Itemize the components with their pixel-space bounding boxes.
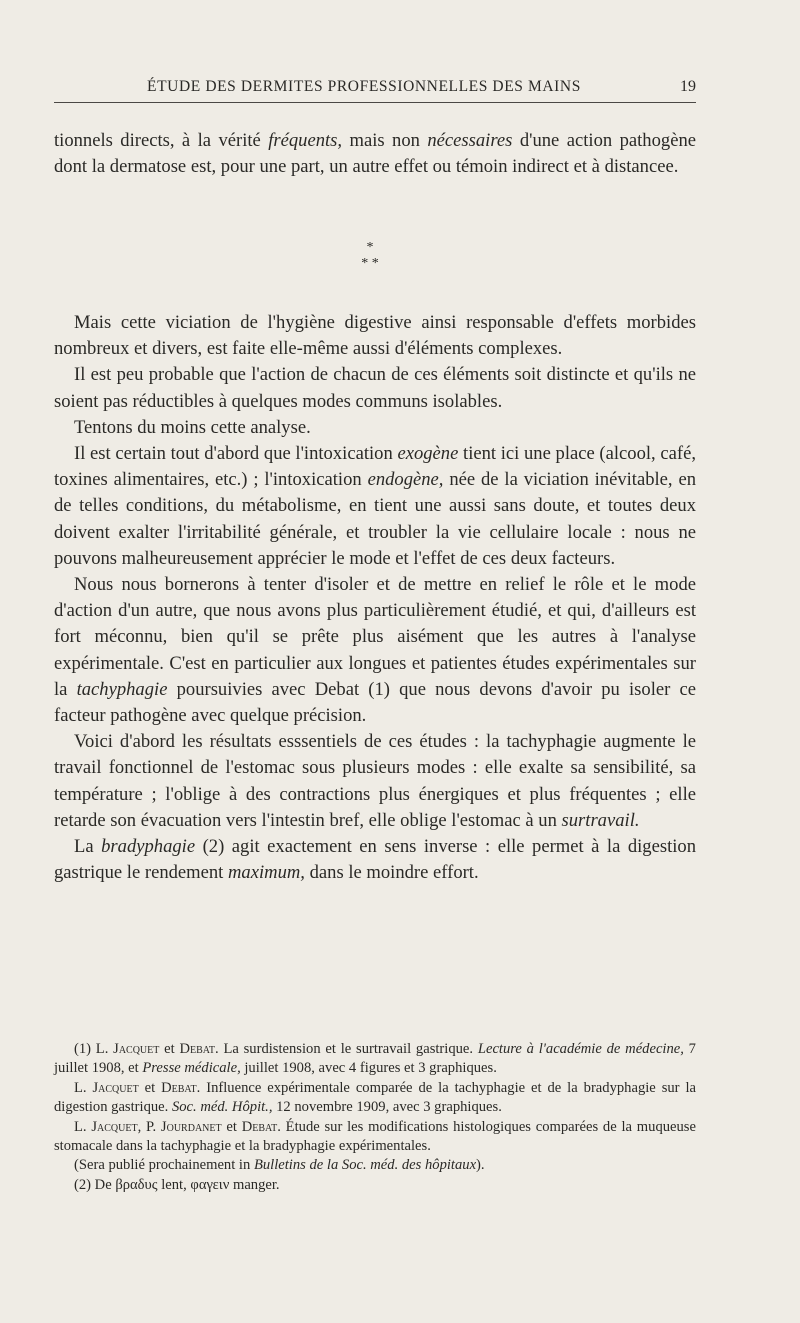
page-number: 19 bbox=[680, 78, 696, 95]
footnote-1c: L. Jacquet, P. Jourdanet et Debat. Étude sur les modifications histologiques comparées de la muqueuse stomacale dans la tachyphagie et la bradyphagie expérimentales. bbox=[54, 1118, 696, 1155]
paragraph-2: Il est peu probable que l'action de chacun de ces éléments soit distincte et qu'ils ne soient pas réductibles à quelques modes communs isolables. bbox=[54, 364, 696, 412]
asterisk-top: * bbox=[366, 240, 374, 255]
footnote-1d: (Sera publié prochainement in Bulletins de la Soc. méd. des hôpitaux). bbox=[74, 1157, 485, 1174]
footnote-1: (1) L. Jacquet et Debat. La surdistension et le surtravail gastrique. Lecture à l'académie de médecine, 7 juillet 1908, et Presse médicale, juillet 1908, avec 4 figures et 3 graphiques. bbox=[54, 1041, 696, 1077]
paragraph-7: La bradyphagie (2) agit exactement en sens inverse : elle permet à la digestion gastrique le rendement maximum, dans le moindre effort. bbox=[54, 836, 696, 884]
intro-paragraph: tionnels directs, à la vérité fréquents, mais non nécessaires d'une action pathogène dont la dermatose est, pour une part, un autre effet ou témoin indirect et à distancee. bbox=[54, 130, 696, 178]
main-text bbox=[54, 310, 696, 886]
running-title: ÉTUDE DES DERMITES PROFESSIONNELLES DES MAINS bbox=[147, 78, 581, 95]
section-separator bbox=[330, 240, 410, 272]
asterisks-bottom: * * bbox=[361, 256, 379, 271]
paragraph-1: Mais cette viciation de l'hygiène digestive ainsi responsable d'effets morbides nombreux et divers, est faite elle-même aussi d'éléments complexes. bbox=[54, 312, 696, 360]
footnote-2: (2) De βραδυς lent, φαγειν manger. bbox=[74, 1176, 280, 1193]
footnotes bbox=[54, 1040, 696, 1195]
paragraph-3: Tentons du moins cette analyse. bbox=[74, 416, 311, 438]
paragraph-6: Voici d'abord les résultats esssentiels de ces études : la tachyphagie augmente le travail fonctionnel de l'estomac sous plusieurs modes : elle exalte sa sensibilité, sa température ; l'oblige à des contractions plus énergiques et plus fréquentes ; elle retarde son évacuation vers l'intestin bref, elle oblige l'estomac à un surtravail. bbox=[54, 731, 696, 831]
paragraph-5: Nous nous bornerons à tenter d'isoler et de mettre en relief le rôle et le mode d'action d'un autre, que nous avons plus particulièrement étudié, et qui, d'ailleurs est fort méconnu, bien qu'il se prête plus aisément que les autres à l'analyse expérimentale. C'est en particulier aux longues et patientes études expérimentales sur la tachyphagie poursuivies avec Debat (1) que nous devons d'avoir pu isoler ce facteur pathogène avec quelque précision. bbox=[54, 574, 696, 727]
page-header bbox=[54, 78, 696, 103]
footnote-1b: L. Jacquet et Debat. Influence expérimentale comparée de la tachyphagie et de la bradyphagie sur la digestion gastrique. Soc. méd. Hôpit., 12 novembre 1909, avec 3 graphiques. bbox=[54, 1079, 696, 1116]
paragraph-4: Il est certain tout d'abord que l'intoxication exogène tient ici une place (alcool, café, toxines alimentaires, etc.) ; l'intoxication endogène, née de la viciation inévitable, en de telles conditions, du métabolisme, en tient une aussi sans doute, et toutes deux doivent exalter l'irritabilité générale, et troubler la vie cellulaire locale : nous ne pouvons malheureusement apprécier le mode et l'effet de ces deux facteurs. bbox=[54, 443, 696, 569]
